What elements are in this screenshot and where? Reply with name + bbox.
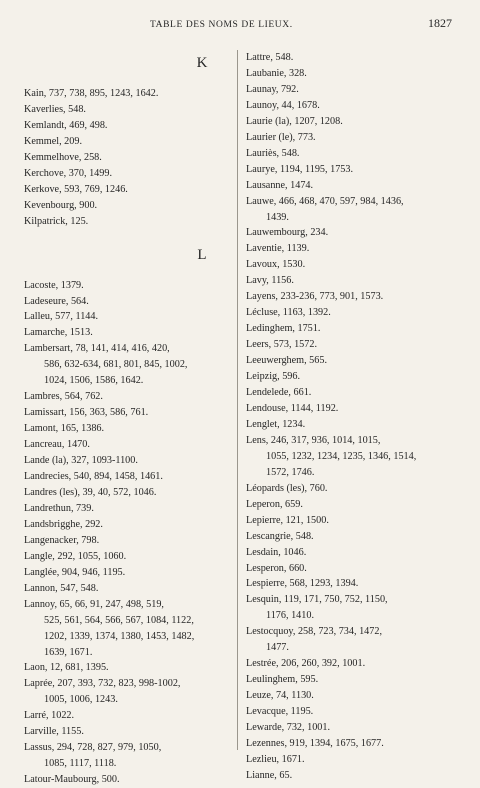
entry-line: Landsbrigghe, 292. [24,518,103,530]
index-entry [246,98,472,114]
index-entry [24,485,232,501]
entry-line: Lécluse, 1163, 1392. [246,307,331,319]
index-entry [246,704,472,720]
index-entry [246,688,472,704]
entry-continuation: 1005, 1006, 1243. [44,694,118,706]
entry-line: Léopards (les), 760. [246,482,328,494]
index-entry [246,194,472,226]
index-entry [246,114,472,130]
entry-line: Lacoste, 1379. [24,279,84,291]
entry-line: Kerchove, 370, 1499. [24,167,112,179]
entry-line: Laurier (le), 773. [246,131,316,143]
index-entry [246,146,472,162]
index-entry [24,772,232,788]
index-entry [24,278,232,294]
index-entry [246,656,472,672]
entry-continuation: 1202, 1339, 1374, 1380, 1453, 1482, [44,630,195,642]
entry-line: Laprée, 207, 393, 732, 823, 998-1002, [24,678,181,690]
index-entry [246,497,472,513]
index-entry [24,166,232,182]
running-header: TABLE DES NOMS DE LIEUX. [150,20,293,30]
entry-line: Lattre, 548. [246,52,294,63]
index-entry [246,592,472,624]
entry-line: Lavoux, 1530. [246,259,306,271]
index-entry [246,50,472,66]
index-entry [246,385,472,401]
entry-line: Lambres, 564, 762. [24,391,103,403]
entry-line: Leperon, 659. [246,498,303,510]
section-letter-k: K [196,55,208,71]
entry-line: Lianne, 65. [246,769,293,781]
entry-line: Lauwembourg, 234. [246,227,329,239]
index-entry [24,182,232,198]
entry-line: Latour-Maubourg, 500. [24,774,120,786]
entry-line: Langle, 292, 1055, 1060. [24,550,127,562]
index-entry [246,417,472,433]
index-entry [24,341,232,389]
index-entry [246,545,472,561]
index-entry [246,82,472,98]
index-entry [246,624,472,656]
index-entry [24,469,232,485]
entry-line: Langlée, 904, 946, 1195. [24,566,126,578]
entry-line: Larville, 1155. [24,726,84,738]
entry-line: Lescangrie, 548. [246,530,314,542]
entry-line: Layens, 233-236, 773, 901, 1573. [246,291,384,303]
index-entry [246,353,472,369]
index-entry [24,517,232,533]
entry-line: Kemmel, 209. [24,135,83,147]
entry-line: Laurie (la), 1207, 1208. [246,115,343,127]
index-entry [24,597,232,661]
index-entry [24,660,232,676]
index-entry [24,740,232,772]
entry-continuation: 1055, 1232, 1234, 1235, 1346, 1514, [266,450,417,462]
index-entry [24,724,232,740]
entry-line: Lestocquoy, 258, 723, 734, 1472, [246,626,383,638]
entry-line: Laon, 12, 681, 1395. [24,662,109,674]
entry-line: Launay, 792. [246,83,299,95]
entry-line: Lancreau, 1470. [24,439,90,451]
index-entry [246,720,472,736]
index-entry [24,150,232,166]
index-entry [246,481,472,497]
index-entry [24,405,232,421]
entry-line: Lepierre, 121, 1500. [246,514,329,526]
entry-line: Lesquin, 119, 171, 750, 752, 1150, [246,594,388,606]
index-entry [24,437,232,453]
right-column [246,50,472,784]
entry-line: Landres (les), 39, 40, 572, 1046. [24,486,157,498]
entry-line: Ledinghem, 1751. [246,323,321,335]
entry-line: Lezennes, 919, 1394, 1675, 1677. [246,737,384,749]
entry-continuation: 1176, 1410. [266,610,315,622]
index-entry [246,273,472,289]
index-entry [246,289,472,305]
entry-continuation: 1085, 1117, 1118. [44,758,117,770]
entry-line: Leeuwerghem, 565. [246,355,328,367]
index-entry [24,581,232,597]
index-entry [24,389,232,405]
index-entry [246,241,472,257]
index-entry [246,369,472,385]
entry-line: Laurye, 1194, 1195, 1753. [246,163,354,175]
index-entry [24,565,232,581]
entry-line: Leulinghem, 595. [246,674,319,686]
entry-line: Lassus, 294, 728, 827, 979, 1050, [24,742,162,754]
entry-continuation: 1439. [266,211,289,223]
index-entry [246,178,472,194]
column-divider [237,50,238,750]
index-entry [24,533,232,549]
entry-line: Lande (la), 327, 1093-1100. [24,455,138,467]
entry-continuation: 525, 561, 564, 566, 567, 1084, 1122, [44,614,194,626]
index-entry [24,86,232,102]
entry-line: Lausanne, 1474. [246,179,314,191]
index-entry [246,736,472,752]
entry-line: Ladeseure, 564. [24,295,89,307]
entry-line: Lavy, 1156. [246,275,294,287]
entry-line: Lendelede, 661. [246,387,312,399]
index-entry [246,305,472,321]
index-entry [246,768,472,784]
entry-line: Lens, 246, 317, 936, 1014, 1015, [246,434,381,446]
index-entry [24,421,232,437]
index-entry [24,198,232,214]
entry-line: Laventie, 1139. [246,243,310,255]
index-entry [24,134,232,150]
entry-line: Lestrée, 206, 260, 392, 1001. [246,658,366,670]
entry-line: Lezlieu, 1671. [246,753,305,765]
index-entry [246,752,472,768]
index-entry [246,321,472,337]
entry-line: Lauwe, 466, 468, 470, 597, 984, 1436, [246,195,404,207]
entry-line: Larré, 1022. [24,710,75,722]
index-entry [246,561,472,577]
index-entry [24,118,232,134]
entry-line: Leipzig, 596. [246,371,301,383]
entry-line: Lamarche, 1513. [24,327,93,339]
entry-line: Kilpatrick, 125. [24,215,89,227]
index-entry [24,102,232,118]
entry-line: Levacque, 1195. [246,706,314,718]
index-entry [24,549,232,565]
index-entry [24,309,232,325]
entry-continuation: 586, 632-634, 681, 801, 845, 1002, [44,359,188,371]
index-entry [246,433,472,481]
entry-line: Landrecies, 540, 894, 1458, 1461. [24,471,163,483]
index-entry [24,325,232,341]
index-entry [24,214,232,230]
entry-line: Lalleu, 577, 1144. [24,311,99,323]
entry-line: Langenacker, 798. [24,534,100,546]
entry-line: Kaverlies, 548. [24,103,86,115]
entry-continuation: 1477. [266,642,289,654]
entry-line: Lambersart, 78, 141, 414, 416, 420, [24,343,170,355]
entry-line: Kemmelhove, 258. [24,151,102,163]
entry-line: Leers, 573, 1572. [246,339,318,351]
index-entry [24,708,232,724]
index-entry [246,130,472,146]
index-entry [246,576,472,592]
entry-continuation: 1639, 1671. [44,646,93,658]
index-entry [246,257,472,273]
entry-line: Kevenbourg, 900. [24,199,98,211]
index-entry [24,453,232,469]
entry-line: Lewarde, 732, 1001. [246,722,331,734]
entry-line: Lesdain, 1046. [246,546,307,558]
entry-line: Lenglet, 1234. [246,418,306,430]
entry-line: Lannoy, 65, 66, 91, 247, 498, 519, [24,598,164,610]
index-entry [246,401,472,417]
entry-line: Lendouse, 1144, 1192. [246,402,339,414]
entry-line: Lamont, 165, 1386. [24,423,105,435]
index-entry [24,501,232,517]
section-letter-l: L [197,246,207,263]
entry-line: Lesperon, 660. [246,562,307,574]
entry-line: Lamissart, 156, 363, 586, 761. [24,407,149,419]
page-number: 1827 [428,16,452,30]
entry-line: Kerkove, 593, 769, 1246. [24,183,128,195]
index-entry [246,66,472,82]
entry-line: Landrethun, 739. [24,502,94,514]
entry-line: Laubanie, 328. [246,67,307,79]
index-entry [24,294,232,310]
entry-line: Lannon, 547, 548. [24,582,99,594]
entry-continuation: 1024, 1506, 1586, 1642. [44,375,144,387]
entry-line: Kain, 737, 738, 895, 1243, 1642. [24,88,159,99]
index-entry [246,225,472,241]
index-entry [246,337,472,353]
left-column [24,48,232,788]
index-entry [246,513,472,529]
entry-continuation: 1572, 1746. [266,466,315,478]
index-entry [24,676,232,708]
entry-line: Leuze, 74, 1130. [246,690,314,702]
entry-line: Lespierre, 568, 1293, 1394. [246,578,359,590]
entry-line: Launoy, 44, 1678. [246,99,320,111]
index-entry [246,529,472,545]
index-entry [246,672,472,688]
entry-line: Kemlandt, 469, 498. [24,119,108,131]
entry-line: Lauriès, 548. [246,147,300,159]
index-entry [246,162,472,178]
